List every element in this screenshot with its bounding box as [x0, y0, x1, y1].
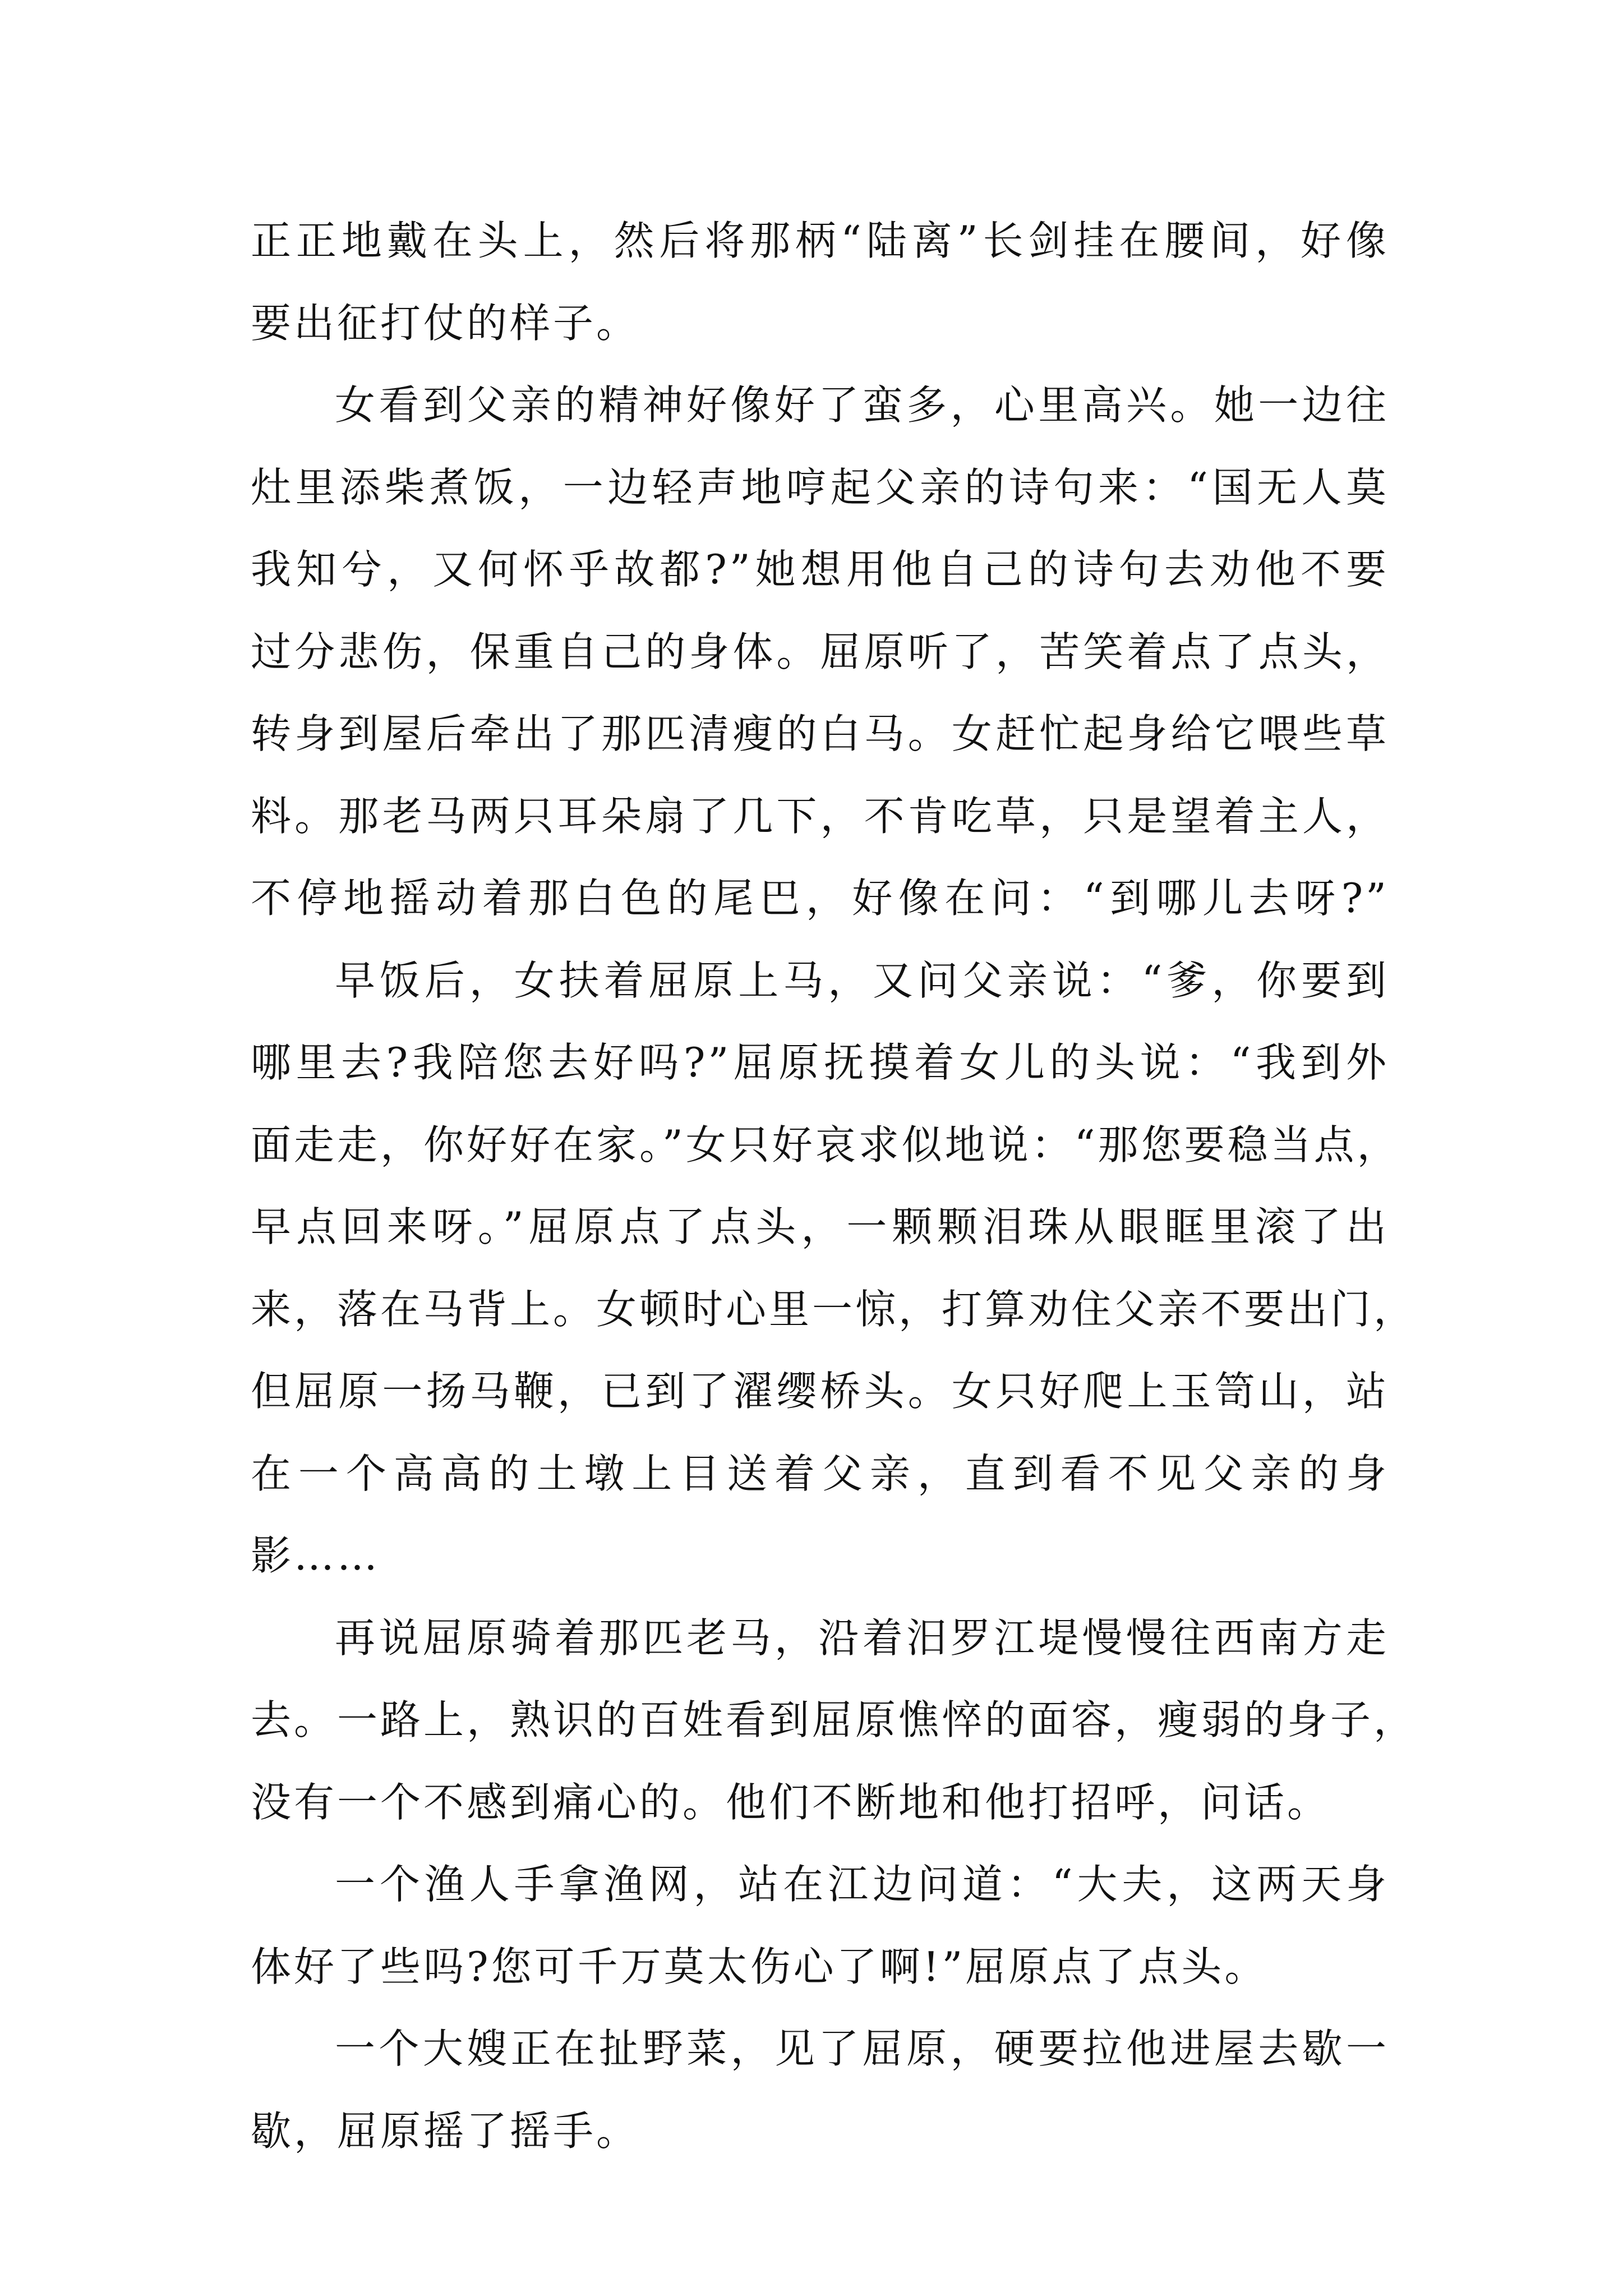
text-line: 一个大嫂正在扯野菜，见了屈原，硬要拉他进屋去歇一	[335, 2025, 1389, 2072]
text-line: 灶里添柴煮饭，一边轻声地哼起父亲的诗句来：“国无人莫	[251, 463, 1389, 511]
text-line: 哪里去?我陪您去好吗?”屈原抚摸着女儿的头说：“我到外	[251, 1039, 1389, 1086]
text-line: 一个渔人手拿渔网，站在江边问道：“大夫，这两天身	[335, 1861, 1389, 1908]
text-line: 不停地摇动着那白色的尾巴，好像在问：“到哪儿去呀?”	[251, 875, 1389, 922]
text-line: 我知兮，又何怀乎故都?”她想用他自己的诗句去劝他不要	[251, 546, 1389, 593]
text-line: 影……	[251, 1532, 381, 1579]
text-line: 但屈原一扬马鞭，已到了濯缨桥头。女只好爬上玉笥山，站	[251, 1368, 1389, 1415]
text-line: 早点回来呀。”屈原点了点头，一颗颗泪珠从眼眶里滚了出	[251, 1203, 1389, 1250]
text-line: 在一个高高的土墩上目送着父亲，直到看不见父亲的身	[251, 1450, 1389, 1497]
text-line: 再说屈原骑着那匹老马，沿着汨罗江堤慢慢往西南方走	[335, 1614, 1389, 1662]
text-line: 要出征打仗的样子。	[251, 299, 640, 347]
text-line: 料。那老马两只耳朵扇了几下，不肯吃草，只是望着主人，	[251, 792, 1389, 840]
text-line: 过分悲伤，保重自己的身体。屈原听了，苦笑着点了点头，	[251, 628, 1389, 675]
text-line: 面走走，你好好在家。”女只好哀求似地说：“那您要稳当点，	[251, 1121, 1400, 1168]
text-line: 来，落在马背上。女顿时心里一惊，打算劝住父亲不要出门，	[251, 1285, 1417, 1333]
text-line: 早饭后，女扶着屈原上马，又问父亲说：“爹，你要到	[335, 956, 1389, 1004]
text-line: 去。一路上，熟识的百姓看到屈原憔悴的面容，瘦弱的身子，	[251, 1696, 1417, 1743]
text-line: 歇，屈原摇了摇手。	[251, 2107, 640, 2155]
body-text	[251, 200, 1417, 2172]
text-line: 没有一个不感到痛心的。他们不断地和他打招呼，问话。	[251, 1778, 1331, 1826]
text-line: 女看到父亲的精神好像好了蛮多，心里高兴。她一边往	[335, 381, 1389, 429]
text-line: 体好了些吗?您可千万莫太伤心了啊!”屈原点了点头。	[251, 1943, 1268, 1990]
text-line: 正正地戴在头上，然后将那柄“陆离”长剑挂在腰间，好像	[251, 217, 1389, 264]
text-line: 转身到屋后牵出了那匹清瘦的白马。女赶忙起身给它喂些草	[251, 710, 1389, 757]
